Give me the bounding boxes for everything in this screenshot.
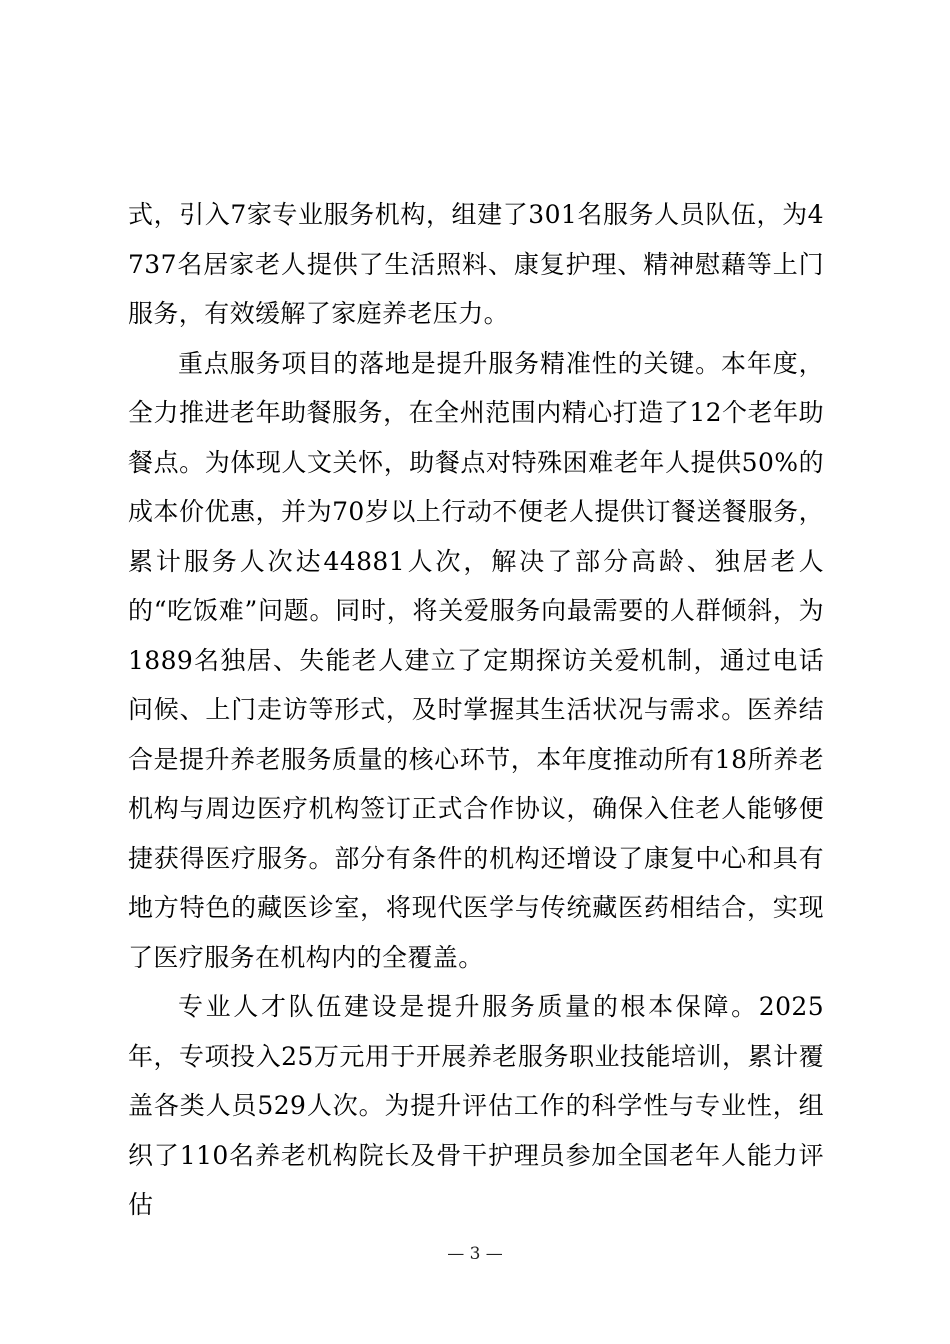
body-text [128, 190, 824, 1230]
paragraph-2: 重点服务项目的落地是提升服务精准性的关键。本年度，全力推进老年助餐服务，在全州范围内精心打造了12个老年助餐点。为体现人文关怀，助餐点对特殊困难老年人提供50%的成本价优惠，并为70岁以上行动不便老人提供订餐送餐服务，累计服务人次达44881人次，解决了部分高龄、独居老人的“吃饭难”问题。同时，将关爱服务向最需要的人群倾斜，为1889名独居、失能老人建立了定期探访关爱机制，通过电话问候、上门走访等形式，及时掌握其生活状况与需求。医养结合是提升养老服务质量的核心环节，本年度推动所有18所养老机构与周边医疗机构签订正式合作协议，确保入住老人能够便捷获得医疗服务。部分有条件的机构还增设了康复中心和具有地方特色的藏医诊室，将现代医学与传统藏医药相结合，实现了医疗服务在机构内的全覆盖。 [128, 348, 824, 972]
page-number: — 3 — [447, 1244, 503, 1264]
paragraph-1: 式，引入7家专业服务机构，组建了301名服务人员队伍，为4737名居家老人提供了生活照料、康复护理、精神慰藉等上门服务，有效缓解了家庭养老压力。 [128, 200, 824, 328]
paragraph-3: 专业人才队伍建设是提升服务质量的根本保障。2025年，专项投入25万元用于开展养老服务职业技能培训，累计覆盖各类人员529人次。为提升评估工作的科学性与专业性，组织了110名养老机构院长及骨干护理员参加全国老年人能力评估 [128, 992, 824, 1219]
